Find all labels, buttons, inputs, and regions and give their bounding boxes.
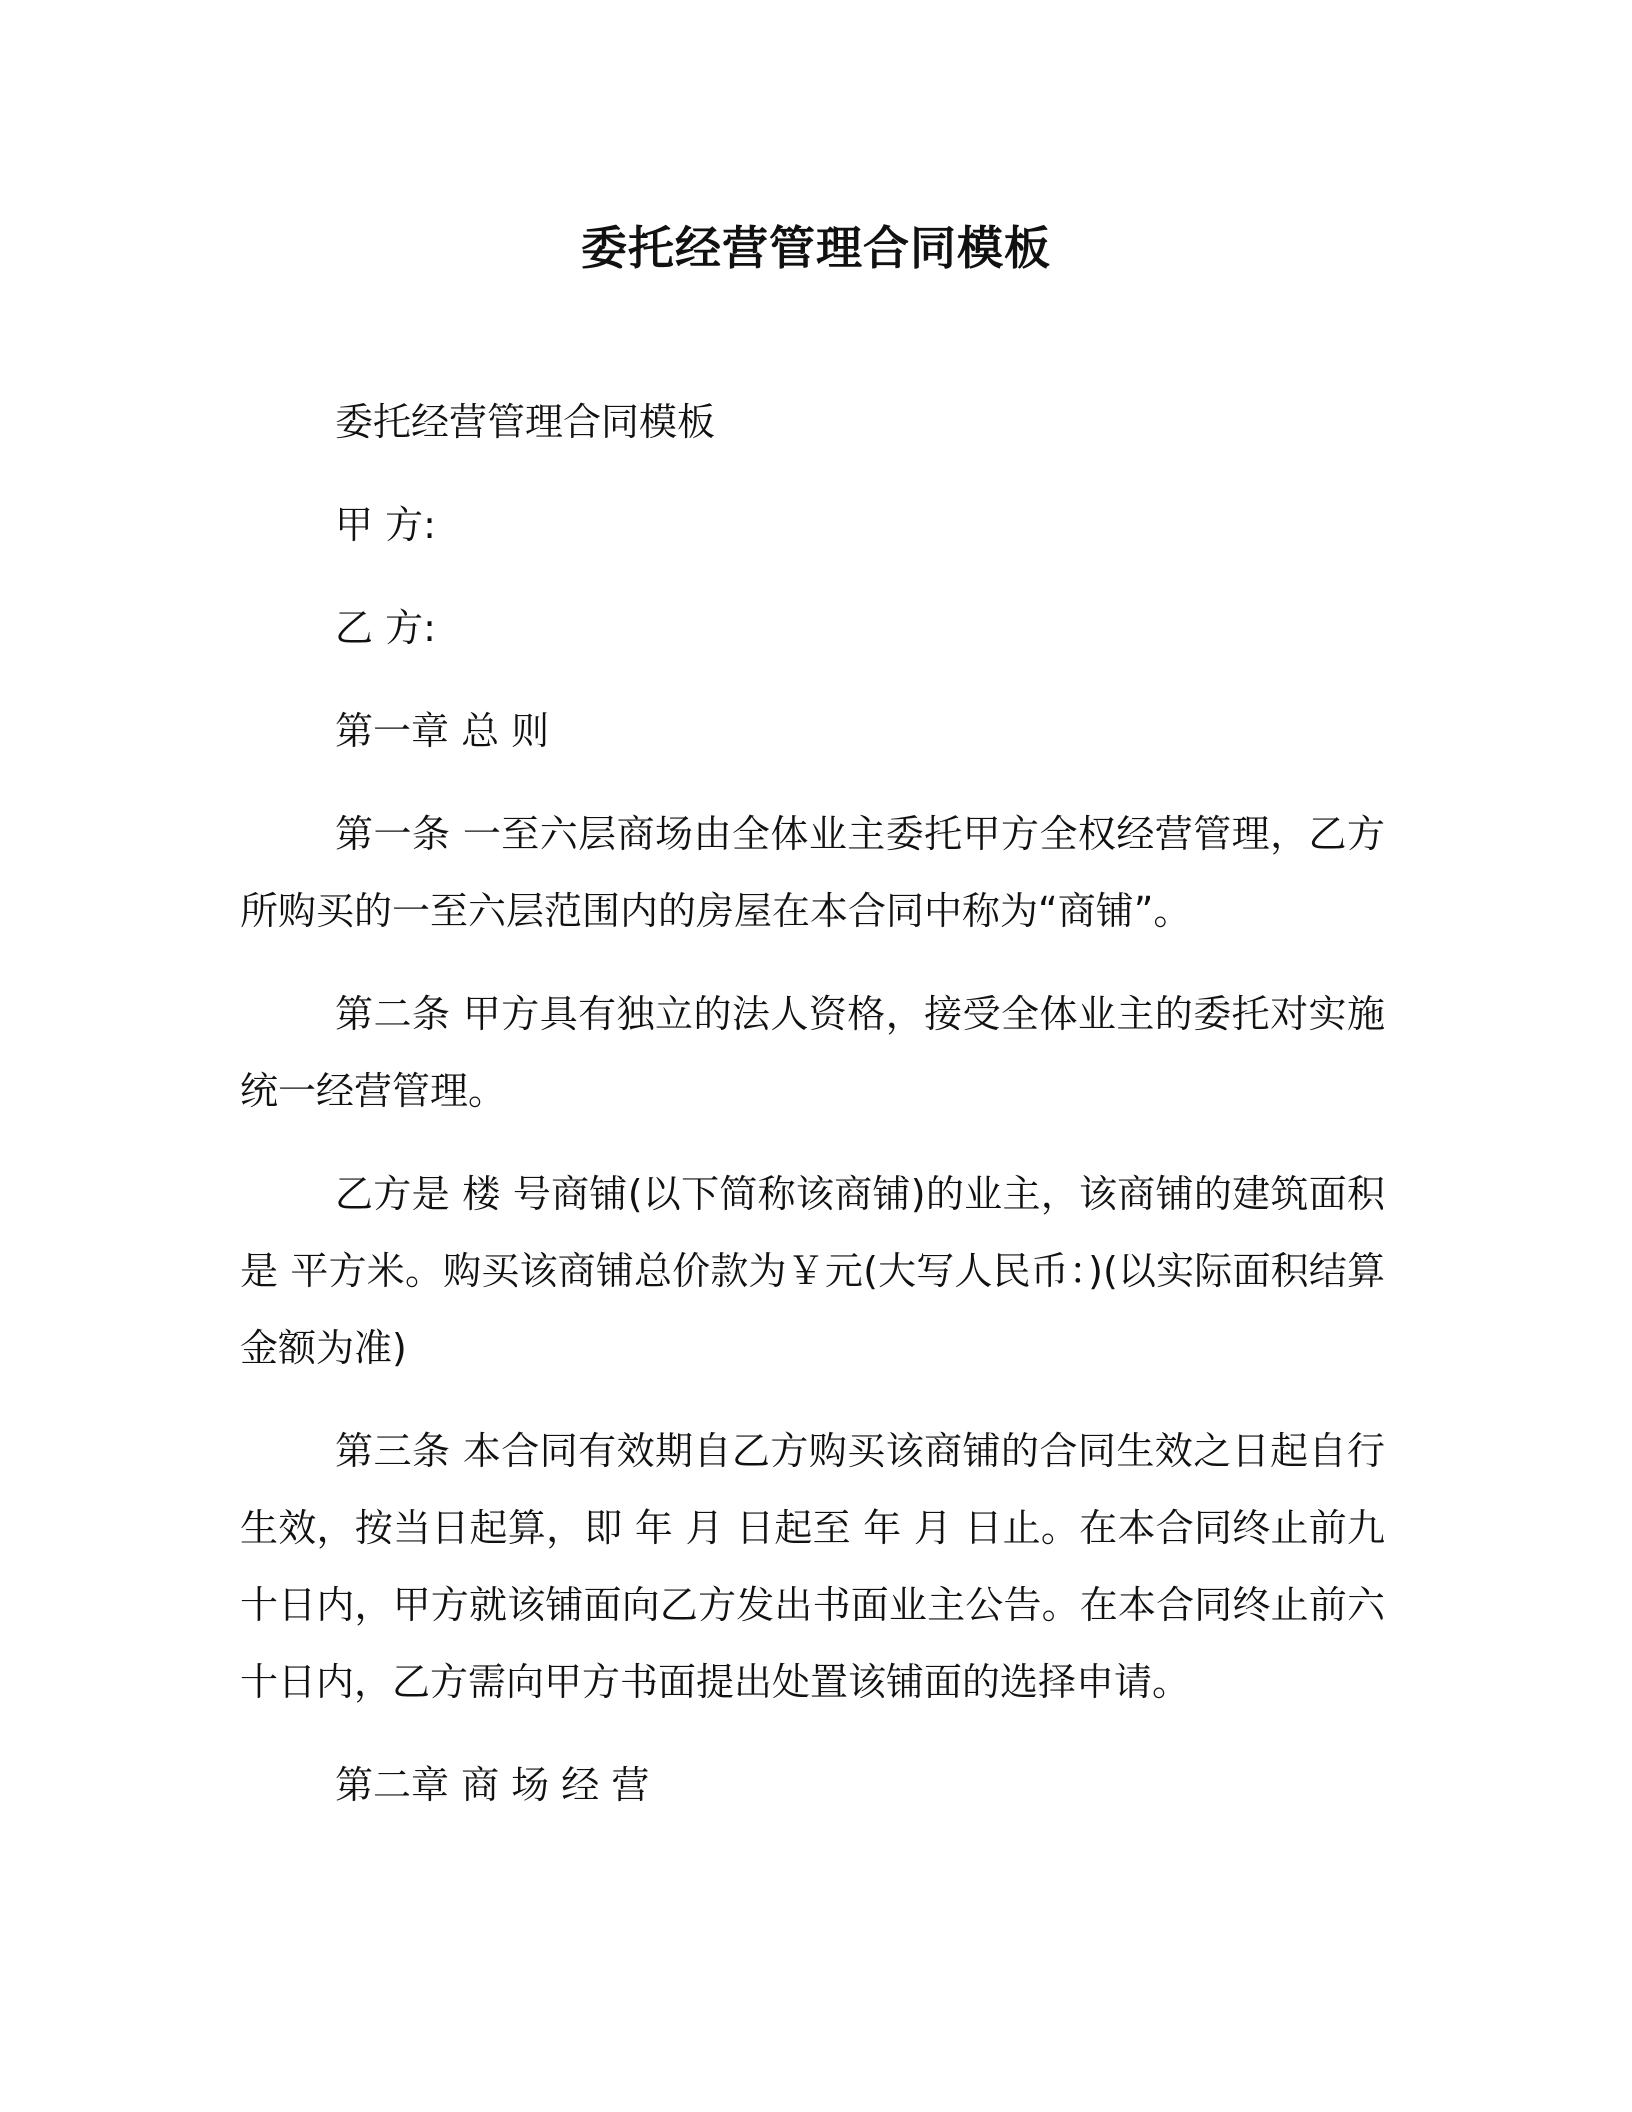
article-2-paragraph: 第二条 甲方具有独立的法人资格，接受全体业主的委托对实施统一经营管理。 [240, 992, 1385, 1113]
document-title: 委托经营管理合同模板 [581, 221, 1051, 275]
chapter-1-heading: 第一章 总 则 [335, 709, 550, 753]
shop-details-paragraph: 乙方是 楼 号商铺(以下简称该商铺)的业主，该商铺的建筑面积是 平方米。购买该商铺总价款为￥元(大写人民币：)(以实际面积结算金额为准) [240, 1172, 1385, 1370]
article-3-paragraph: 第三条 本合同有效期自乙方购买该商铺的合同生效之日起自行生效，按当日起算，即 年 月 日起至 年 月 日止。在本合同终止前九十日内，甲方就该铺面向乙方发出书面业主公告。在本合同终止前六十日内，乙方需向甲方书面提出处置该铺面的选择申请。 [240, 1429, 1385, 1704]
article-1-paragraph: 第一条 一至六层商场由全体业主委托甲方全权经营管理，乙方所购买的一至六层范围内的房屋在本合同中称为“商铺”。 [240, 812, 1385, 933]
party-b-line: 乙 方: [335, 606, 436, 650]
document-body [240, 384, 1385, 1850]
subtitle-paragraph: 委托经营管理合同模板 [335, 400, 716, 444]
chapter-2-heading: 第二章 商 场 经 营 [335, 1763, 650, 1807]
party-a-line: 甲 方: [335, 503, 436, 547]
